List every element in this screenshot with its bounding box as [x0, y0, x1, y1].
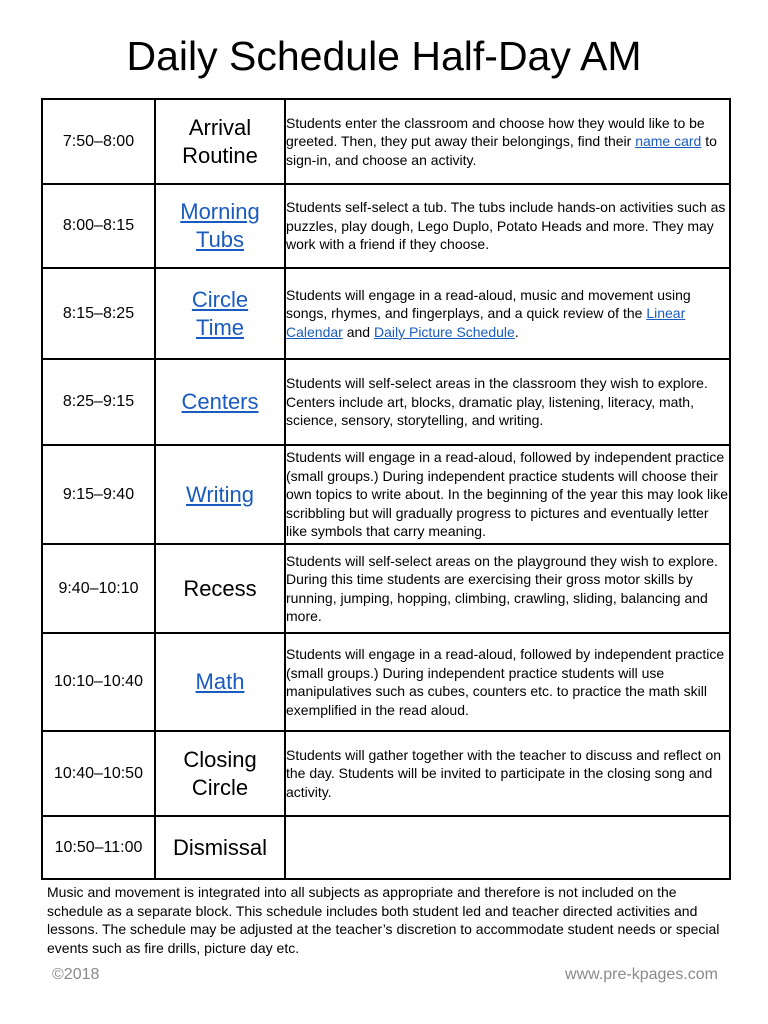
schedule-row [42, 633, 730, 731]
activity-line: Arrival [188, 114, 252, 140]
description-text: Students will self-select areas in the classroom they wish to explore. Centers include art, blocks, dramatic play, listening, literacy, math, science, sensory, storytelling, and writing. [286, 375, 708, 429]
schedule-row [42, 544, 730, 633]
time-cell: 10:40–10:50 [42, 731, 155, 816]
description-cell [285, 184, 730, 268]
description-cell [285, 99, 730, 184]
activity-cell [155, 445, 285, 544]
description-text: Students will gather together with the teacher to discuss and reflect on the day. Students will be invited to participate in the closing song and activity. [286, 746, 722, 800]
description-cell [285, 816, 730, 879]
activity-link[interactable] [180, 199, 259, 252]
activity-link[interactable] [192, 287, 248, 340]
description-text: to sign-in, and choose an activity. [286, 133, 717, 168]
activity-line: Closing [183, 746, 257, 772]
description-text: and [342, 323, 374, 340]
time-cell: 8:00–8:15 [42, 184, 155, 268]
schedule-body [42, 99, 730, 879]
schedule-row [42, 816, 730, 879]
description-cell [285, 268, 730, 359]
activity-line: Recess [183, 575, 257, 601]
activity-line: Circle [191, 286, 249, 312]
activity-link[interactable] [186, 482, 254, 507]
description-text: . [514, 323, 519, 340]
activity-label [183, 576, 256, 601]
description-link[interactable]: Daily Picture Schedule [373, 323, 515, 340]
activity-line: Morning [180, 199, 260, 224]
description-text: Students will engage in a read-aloud, music and movement using songs, rhymes, and fingerplays, and a quick review of the [286, 286, 691, 322]
activity-cell [155, 359, 285, 445]
schedule-row [42, 184, 730, 268]
description-text: Students will engage in a read-aloud, followed by independent practice (small groups.) During independent practice students will use manipulatives such as cubes, counters etc. to practice the math skill exemplified in the read aloud. [286, 646, 725, 718]
activity-line: Dismissal [172, 834, 268, 860]
activity-line: Writing [185, 481, 255, 507]
time-cell: 7:50–8:00 [42, 99, 155, 184]
description-link[interactable]: name card [635, 133, 702, 150]
schedule-table [41, 98, 731, 880]
activity-cell [155, 268, 285, 359]
activity-line: Tubs [195, 227, 245, 252]
schedule-row [42, 268, 730, 359]
description-cell [285, 633, 730, 731]
description-link[interactable]: Linear Calendar [286, 305, 686, 340]
time-cell: 9:15–9:40 [42, 445, 155, 544]
activity-link[interactable] [181, 389, 258, 414]
activity-line: Time [195, 314, 245, 340]
footer-note: Music and movement is integrated into all subjects as appropriate and therefore is not included on the schedule as a separate block. This schedule includes both student led and teacher directed activities and lessons. The schedule may be adjusted at the teacher’s discretion to accommodate student needs or special events such as fire drills, picture day etc. [47, 884, 720, 956]
activity-cell [155, 99, 285, 184]
activity-label [182, 115, 258, 168]
description-cell [285, 731, 730, 816]
description-text: Students will self-select areas on the playground they wish to explore. During this time students are exercising their gross motor skills by running, jumping, hopping, climbing, crawling, sliding, balancing and more. [286, 552, 718, 624]
time-cell: 9:40–10:10 [42, 544, 155, 633]
time-cell: 10:10–10:40 [42, 633, 155, 731]
time-cell: 8:25–9:15 [42, 359, 155, 445]
activity-label [183, 747, 256, 800]
time-cell: 8:15–8:25 [42, 268, 155, 359]
description-text: Students enter the classroom and choose how they would like to be greeted. Then, they put away their belongings, find their [286, 114, 705, 150]
page-title: Daily Schedule Half-Day AM [126, 33, 642, 79]
activity-line: Circle [191, 774, 249, 800]
schedule-row [42, 99, 730, 184]
activity-label [173, 835, 267, 860]
description-cell [285, 445, 730, 544]
description-text: Students self-select a tub. The tubs include hands-on activities such as puzzles, play dough, Lego Duplo, Potato Heads and more. They may work with a friend if they choose. [286, 199, 726, 253]
activity-link[interactable] [196, 669, 245, 694]
schedule-row [42, 731, 730, 816]
description-cell [285, 544, 730, 633]
activity-line: Routine [182, 142, 258, 168]
activity-line: Centers [181, 389, 259, 414]
description-cell [285, 359, 730, 445]
schedule-row [42, 359, 730, 445]
copyright: ©2018 [52, 966, 100, 983]
description-text: Students will engage in a read-aloud, followed by independent practice (small groups.) During independent practice students will choose their own topics to write about. In the beginning of the year this may look like scribbling but will gradually progress to pictures and eventually letter like symbols that carry meaning. [286, 449, 729, 540]
website: www.pre-kpages.com [565, 966, 718, 983]
time-cell: 10:50–11:00 [42, 816, 155, 879]
activity-line: Math [195, 669, 245, 694]
activity-cell [155, 633, 285, 731]
activity-cell [155, 816, 285, 879]
activity-cell [155, 184, 285, 268]
activity-cell [155, 544, 285, 633]
activity-cell [155, 731, 285, 816]
schedule-row [42, 445, 730, 544]
